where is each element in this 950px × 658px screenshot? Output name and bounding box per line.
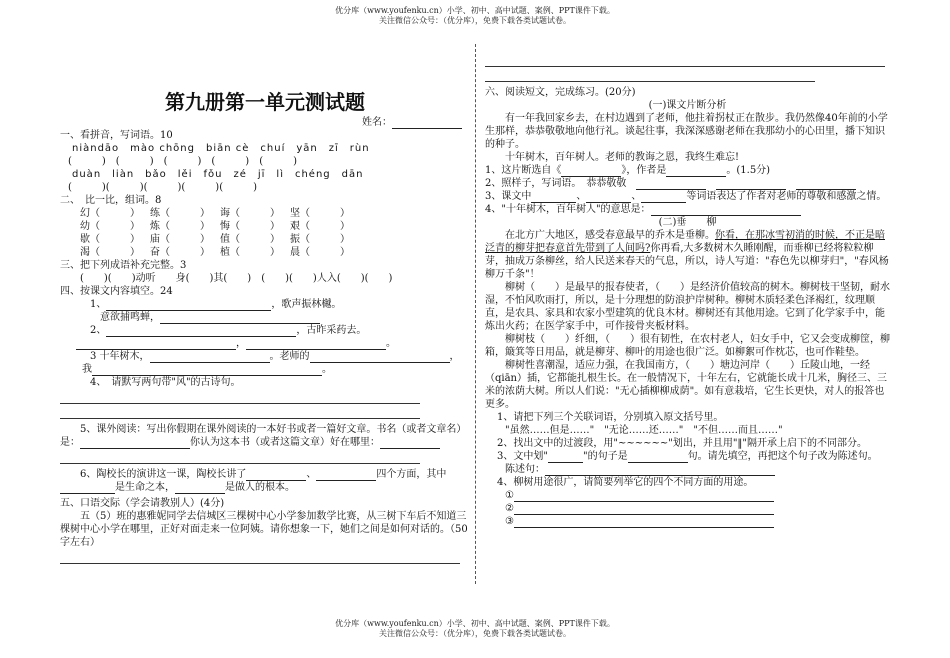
header-line-1: 优分库（www.youfenku.cn）小学、初中、高中试题、案例、PPT课件下载。 <box>335 6 615 15</box>
fill-2-cont: ， 。 <box>60 337 470 350</box>
answer-brackets-1[interactable]: ( ) ( ) ( ) ( ) ( ) <box>68 156 298 167</box>
compare-cell[interactable]: 晨（ ） <box>290 247 350 258</box>
answer-line[interactable] <box>60 389 420 404</box>
compare-cell[interactable]: 幼（ ） <box>80 221 140 232</box>
compare-cell[interactable]: 艰（ ） <box>290 221 350 232</box>
answer-line[interactable] <box>60 404 420 419</box>
s-q3d-text: 陈述句： <box>505 464 545 475</box>
fill-blank[interactable] <box>666 165 726 177</box>
s-q4: 4、柳树用途很广，请简要列举它的四个不同方面的用途。 <box>497 477 754 488</box>
option-2-marker: ② <box>505 503 514 514</box>
answer-line[interactable] <box>60 549 460 564</box>
idiom-row[interactable]: ( )( )动听 身( )其( ) ( )( )人入( )( ) <box>80 273 393 284</box>
name-blank[interactable] <box>392 117 462 129</box>
fill-3-text: 。老师的 <box>269 351 310 362</box>
r-q1 <box>485 164 890 177</box>
fill-blank[interactable] <box>651 204 801 216</box>
fill-5b-text: 你认为这本书（或者这篇文章）好在哪里： <box>190 437 380 448</box>
q6-heading: 六、阅读短文，完成练习。(20分) <box>485 87 636 98</box>
fill-blank[interactable] <box>628 451 688 463</box>
fill-2 <box>60 324 470 337</box>
underlined-sentence: 你看，在那冰雪初消的时候，不正是暗泛青的柳芽把春意首先带到了人间吗? <box>485 230 885 254</box>
s-q3b-text: "的句子是 <box>582 451 628 462</box>
left-column <box>60 52 470 564</box>
fill-3c-text: 我 <box>82 364 92 375</box>
compare-cell[interactable]: 诲（ ） <box>220 208 280 219</box>
s-q3-answer <box>485 463 890 476</box>
fill-3-number: 3 十年树木， <box>90 351 150 362</box>
passage-2-text: 在北方广大地区，感受春意最早的乔木是垂柳。 <box>505 230 715 241</box>
fill-6b-text: 四个方面，其中 <box>376 469 447 480</box>
q4-heading: 四、按课文内容填空。24 <box>60 286 173 297</box>
answer-line[interactable] <box>485 52 885 67</box>
right-column <box>485 52 890 528</box>
fill-blank[interactable] <box>561 165 621 177</box>
compare-cell[interactable]: 植（ ） <box>220 247 280 258</box>
compare-cell[interactable]: 振（ ） <box>290 234 350 245</box>
fill-1-text: ，歌声振林樾。 <box>271 299 342 310</box>
r-q2 <box>485 177 890 190</box>
answer-brackets-2[interactable]: ( )( )( )( )( ) <box>68 182 258 193</box>
compare-cell[interactable]: 庙（ ） <box>150 234 210 245</box>
r-q1b-text: 》，作者是 <box>621 165 667 176</box>
fill-2-number: 2、 <box>90 325 107 336</box>
name-field <box>60 116 462 129</box>
fill-blank[interactable] <box>531 191 576 203</box>
fill-blank[interactable] <box>246 469 306 481</box>
page-title: 第九册第一单元测试题 <box>165 90 365 114</box>
r-q3b-text: 等词语表达了作者对老师的尊敬和感激之情。 <box>686 191 887 202</box>
fill-3-cont: 我 。 <box>82 364 332 375</box>
compare-cell[interactable]: 渴（ ） <box>80 247 140 258</box>
fill-blank[interactable] <box>545 464 775 476</box>
q1-heading: 一、看拼音，写词语。10 <box>60 130 173 141</box>
fill-5-text: 5、课外阅读：写出你假期在课外阅读的一本好书或者一篇好文章。书名（或者文章名）是： <box>60 424 467 448</box>
fill-1 <box>60 298 470 311</box>
fill-blank[interactable] <box>548 451 583 463</box>
s-q3c-text: 句。请先填空，再把这个句子改为陈述句。 <box>687 451 878 462</box>
header-line-2: 关注微信公众号：（优分库），免费下载各类试题试卷。 <box>379 16 571 25</box>
compare-cell[interactable]: 炼（ ） <box>150 221 210 232</box>
option-1-marker: ① <box>505 490 514 501</box>
fill-blank[interactable] <box>316 469 376 481</box>
q2-heading: 二、 比一比，组词。8 <box>60 195 162 206</box>
fill-blank[interactable] <box>80 437 190 449</box>
compare-cell[interactable]: 悔（ ） <box>220 221 280 232</box>
fill-blank[interactable] <box>796 178 856 190</box>
compare-cell[interactable]: 歇（ ） <box>80 234 140 245</box>
fill-blank[interactable] <box>106 325 296 337</box>
fill-blank[interactable] <box>160 312 320 324</box>
compare-cell[interactable]: 值（ ） <box>220 234 280 245</box>
section-1-title: (一)课文片断分析 <box>648 100 727 111</box>
passage-2-p1 <box>485 229 890 281</box>
r-q1c-text: 。(1.5分) <box>726 165 771 176</box>
fill-6-text: 6、陶校长的演讲这一课，陶校长讲了 <box>80 469 247 480</box>
footer-line-2: 关注微信公众号：（优分库），免费下载各类试题试卷。 <box>379 629 571 638</box>
passage-2-p2: 柳树（ ）是最早的报春使者，（ ）是经济价值较高的树木。柳树枝干坚韧，耐水湿，不怕风吹雨打，所以，是十分理想的防浪护岸树种。柳树木质轻柔色泽褐红，纹理顺直，是农具、家具和农家小型建筑的优良木材。柳树还有其他用途。它到了化学家手中，能炼出火药；在医学家手中，可作接骨夹板材料。 <box>485 282 890 332</box>
fill-6d-text: 是做人的根本。 <box>225 482 295 493</box>
fill-blank[interactable] <box>514 516 774 528</box>
fill-blank[interactable] <box>246 338 386 350</box>
fill-3: 3 十年树木， 。老师的 ， <box>90 351 460 362</box>
fill-blank[interactable] <box>380 437 440 449</box>
footer-line-1: 优分库（www.youfenku.cn）小学、初中、高中试题、案例、PPT课件下载。 <box>335 619 615 628</box>
fill-blank[interactable] <box>106 299 271 311</box>
r-q4-text: 4、"十年树木，百年树人"的意思是： <box>485 204 651 215</box>
r-q1-text: 1、这片断选自《 <box>485 165 562 176</box>
compare-cell[interactable]: 幻（ ） <box>80 208 140 219</box>
q5-heading: 五、口语交际（学会请教别人）(4分) <box>60 498 225 509</box>
fill-4: 4、 请默写两句带"风"的古诗句。 <box>90 377 241 388</box>
pinyin-row-2: duàn liàn bǎo lěi fǒu zé jī lì chéng dān <box>72 169 364 180</box>
fill-6c-text: 是生命之本， <box>115 482 175 493</box>
passage-2-p4: 柳树性喜潮湿，适应力强，在我国南方，（ ）塘边河岸（ ）丘陵山地，一经（qiān）插，它都能扎根生长。在一般情况下，十年左右，它就能长成十几米，胸径三、三米的浓荫大树。所以人们说："无心插柳柳成荫"。如有意栽培，它生长更快，对人的报答也更多。 <box>485 360 888 410</box>
fill-blank[interactable] <box>92 364 322 376</box>
fill-blank[interactable] <box>514 490 774 502</box>
fill-6: 6、陶校长的演讲这一课，陶校长讲了 、 四个方面，其中是生命之本， 是做人的根本。 <box>60 468 470 494</box>
fill-1-number: 1、 <box>90 299 107 310</box>
fill-blank[interactable] <box>76 338 236 350</box>
q3-heading: 三、把下列成语补充完整。3 <box>60 260 187 271</box>
fill-blank[interactable] <box>310 351 450 363</box>
column-divider <box>475 44 476 584</box>
fill-blank[interactable] <box>641 191 686 203</box>
passage-1-end: 十年树木，百年树人。老师的教诲之恩，我终生难忘! <box>505 152 740 163</box>
r-q2-text: 2、照样子，写词语。 恭恭敬敬 <box>485 178 627 189</box>
r-q4 <box>485 203 890 216</box>
r-q3-text: 3、课文中 <box>485 191 532 202</box>
passage-2-text-cont: 你再看,大多数树木久睡刚醒，而垂柳已经将粒粒柳芽，抽成万条柳丝，给人民送来春天的气息，所以，诗人写道："春色先以柳芽归"，"春风杨柳万千条"！ <box>485 243 889 280</box>
r-q3: 3、课文中 、 、 等词语表达了作者对老师的尊敬和感激之情。 <box>485 191 887 202</box>
pinyin-row-1: niàndāo mào chōng biān cè chuí yān zī rùn <box>72 143 370 154</box>
fill-1c-text: 意欲捕鸣蝉， <box>100 312 160 323</box>
compare-cell[interactable]: 坚（ ） <box>290 208 350 219</box>
name-label: 姓名： <box>362 117 392 128</box>
passage-2-p3: 柳树枝（ ）纤细，（ ）很有韧性，在农村老人，妇女手中，它又会变成柳筐，柳箱，簸箕等日用品，就是柳芽、柳叶的用途也很广泛。如柳絮可作枕芯，也可作鞋垫。 <box>485 334 890 358</box>
passage-1: 有一年我回家乡去，在村边遇到了老师，他拄着拐杖正在散步。我仍然像40年前的小学生那样，恭恭敬敬地向他行礼。谈起往事，我深深感谢老师在我那幼小的心田里，播下知识的种子。 <box>485 113 888 150</box>
s-q2: 2、找出文中的过渡段，用"~~~~~~"划出，并且用"‖"隔开承上启下的不同部分。 <box>497 438 868 449</box>
fill-blank[interactable] <box>586 191 631 203</box>
fill-blank[interactable] <box>514 503 774 515</box>
s-q3-text: 3、文中划" <box>497 451 548 462</box>
fill-blank[interactable] <box>60 482 115 494</box>
page-footer <box>0 619 950 639</box>
compare-table <box>60 207 470 259</box>
page-header <box>0 6 950 26</box>
s-q1-options: "虽然……但是……" "无论……还……" "不但……而且……" <box>505 425 783 436</box>
fill-blank[interactable] <box>150 351 270 363</box>
answer-line[interactable] <box>60 449 420 464</box>
option-3-marker: ③ <box>505 516 514 527</box>
fill-1-cont <box>60 311 470 324</box>
s-q3 <box>485 450 890 463</box>
fill-5 <box>60 423 470 449</box>
q5-text: 五（5）班的惠雅妮同学去信城区三棵树中心小学参加数学比赛，从三树下车后不知道三棵树中心小学在哪里，正好对面走来一位阿姨。请你想象一下，她们之间是如何对话的。（50字左右） <box>60 511 468 548</box>
compare-cell[interactable]: 练（ ） <box>150 208 210 219</box>
compare-cell[interactable]: 奋（ ） <box>150 247 210 258</box>
option-3 <box>485 515 890 528</box>
answer-line[interactable] <box>485 67 815 82</box>
option-1 <box>485 489 890 502</box>
fill-blank[interactable] <box>716 178 786 190</box>
fill-2-text: ，古昨采药去。 <box>296 325 367 336</box>
fill-blank[interactable] <box>636 178 706 190</box>
fill-blank[interactable] <box>175 482 225 494</box>
option-2 <box>485 502 890 515</box>
section-2-title: (二)垂 柳 <box>658 217 717 228</box>
s-q1: 1、请把下列三个关联词语，分别填入原文括号里。 <box>497 412 724 423</box>
